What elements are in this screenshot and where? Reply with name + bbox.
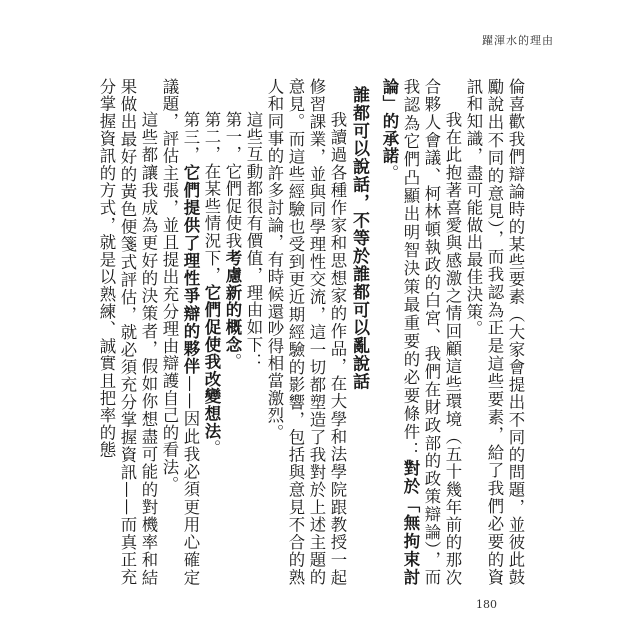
list-item [201, 78, 222, 586]
bold-emphasis: 它們促使我改變想法 [202, 283, 221, 440]
paragraph [379, 78, 463, 586]
bold-emphasis: 對於「無拘束討論」的承諾 [380, 78, 420, 586]
body-text [97, 78, 526, 586]
paragraph-text: 。 [380, 164, 399, 182]
list-item [159, 78, 201, 586]
paragraph: 這些互動都很有價值，理由如下： [244, 110, 263, 371]
paragraph-text: 我在此抱著喜愛與感激之情回顧這些環境（五十幾年前的那次合夥人會議、柯林頓執政的白宮、我們在財政部的政策辯論），而我認為它們凸顯出明智決策最重要的必要條件： [401, 78, 462, 586]
list-item [222, 78, 243, 586]
section-heading: 誰都可以說話，不等於誰都可以亂說話 [349, 86, 369, 391]
bold-emphasis: 它們提供了理性爭辯的夥伴 [181, 163, 200, 376]
paragraph-text: 第三， [181, 110, 200, 164]
paragraph: 倫喜歡我們辯論時的某些要素（大家會提出不同的問題，並彼此鼓勵說出不同的意見），而我認為正是這些要素，給了我們必要的資訊和知識，盡可能做出最佳決策。 [464, 78, 525, 586]
running-head: 躍渾水的理由 [482, 34, 554, 47]
paragraph-text: 第一，它們促使我 [223, 110, 242, 250]
paragraph-text: 。 [223, 353, 242, 371]
paragraph-text: 第二，在某些情況下， [202, 110, 221, 284]
bold-emphasis: 考慮新的概念 [223, 249, 242, 354]
paragraph-text: ——因此我必須更用心確定議題，評估主張，並且提出充分理由辯護自己的看法。 [160, 78, 200, 586]
page-number: 180 [476, 598, 497, 611]
paragraph: 這些都讓我成為更好的決策者，假如你想盡可能的對機率和結果做出最好的黃色便箋式評估，就必須充分掌握資訊——而真正充分掌握資訊的方式，就是以熟練、誠實且把率的態 [97, 78, 158, 586]
paragraph-text: 。 [202, 439, 221, 457]
paragraph: 我讀過各種作家和思想家的作品，在大學和法學院跟教授一起修習課業，並與同學理性交流，這一切都塑造了我對於上述主題的意見。而這些經驗也受到更近期經驗的影響，包括與意見不合的熟人和同事的許多討論，有時候還吵得相當激烈。 [265, 78, 347, 586]
